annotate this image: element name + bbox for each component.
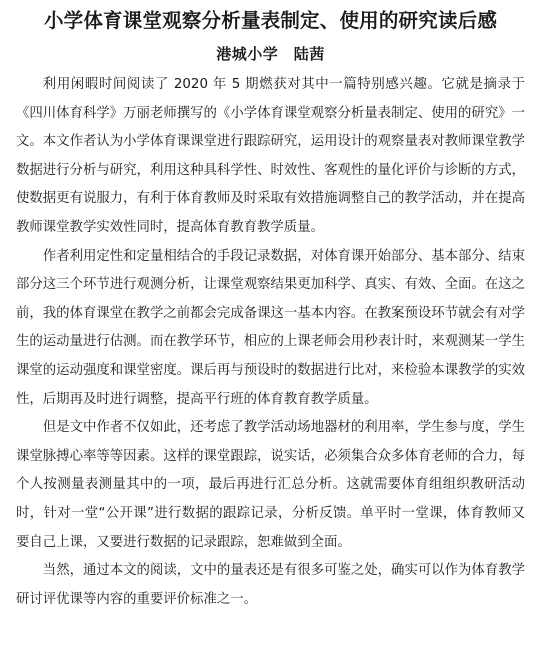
paragraph-1: 利用闲暇时间阅读了 2020 年 5 期燃获对其中一篇特别感兴趣。它就是摘录于《四川体育科学》万丽老师撰写的《小学体育课堂观察分析量表制定、使用的研究》一文。本文作者认为小学体育课课堂进行跟踪研究，运用设计的观察量表对教师课堂教学数据进行分析与研究，利用这种具科学性、时效性、客观性的量化评价与诊断的方式，使数据更有说服力，有利于体育教师及时采取有效措施调整自己的教学活动，并在提高教师课堂教学实效性同时，提高体育教育教学质量。 bbox=[16, 77, 525, 235]
article-author: 港城小学 陆茜 bbox=[216, 45, 325, 63]
article-title: 小学体育课堂观察分析量表制定、使用的研究读后感 bbox=[43, 9, 498, 32]
paragraph-3: 但是文中作者不仅如此，还考虑了教学活动场地器材的利用率，学生参与度，学生课堂脉搏心率等等因素。这样的课堂跟踪，说实话，必须集合众多体育老师的合力，每个人按测量表测量其中的一项，最后再进行汇总分析。这就需要体育组组织教研活动时，针对一堂“公开课”进行数据的跟踪记录，分析反馈。单平时一堂课，体育教师又要自己上课，又要进行数据的记录跟踪，恕难做到全面。 bbox=[16, 420, 525, 550]
paragraph-4: 当然，通过本文的阅读，文中的量表还是有很多可鉴之处，确实可以作为体育教学研讨评优课等内容的重要评价标准之一。 bbox=[16, 563, 525, 607]
paragraph-2: 作者利用定性和定量相结合的手段记录数据，对体育课开始部分、基本部分、结束部分这三个环节进行观测分析，让课堂观察结果更加科学、真实、有效、全面。在这之前，我的体育课堂在教学之前都会完成备课这一基本内容。在教案预设环节就会有对学生的运动量进行估测。而在教学环节，相应的上课老师会用秒表计时，来观测某一学生课堂的运动强度和课堂密度。课后再与预设时的数据进行比对，来检验本课教学的实效性，后期再及时进行调整，提高平行班的体育教育教学质量。 bbox=[16, 248, 525, 407]
article-body bbox=[16, 71, 525, 614]
